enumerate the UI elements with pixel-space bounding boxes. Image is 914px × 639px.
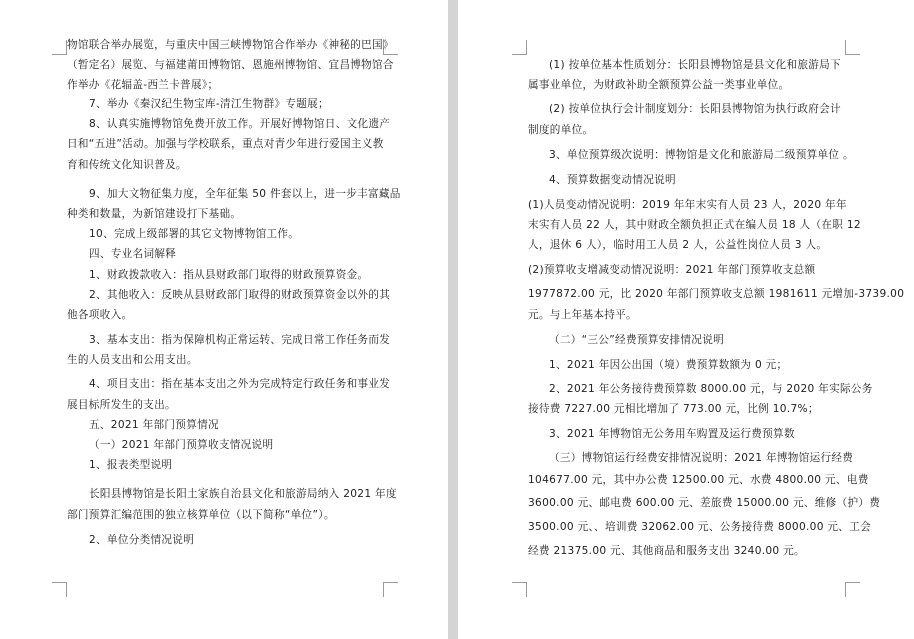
text-line: 末实有人员 22 人，其中财政全额负担正式在编人员 18 人（在职 12	[528, 219, 861, 231]
text-line: 2、单位分类情况说明	[89, 534, 195, 546]
text-line: 元。与上年基本持平。	[528, 309, 637, 321]
text-line: 日和“五进”活动。加强与学校联系，重点对青少年进行爱国主义教	[67, 138, 384, 150]
text-line: 1、财政拨款收入：指从县财政部门取得的财政预算资金。	[89, 269, 369, 281]
section-heading: （一）2021 年部门预算收支情况说明	[89, 439, 274, 451]
text-line: 属事业单位，为财政补助全额预算公益一类事业单位。	[528, 79, 790, 91]
section-heading: （二）“三公”经费预算安排情况说明	[549, 334, 724, 346]
document-page-left	[0, 0, 448, 639]
text-line: 部门预算汇编范围的独立核算单位（以下简称“单位”）。	[67, 509, 335, 521]
text-line: 7、举办《秦汉纪生物宝库-清江生物群》专题展；	[89, 98, 329, 110]
text-line: 8、认真实施博物馆免费开放工作。开展好博物馆日、文化遗产	[89, 118, 391, 130]
text-line: 4、项目支出：指在基本支出之外为完成特定行政任务和事业发	[89, 378, 391, 390]
text-line: 人，退休 6 人），临时用工人员 2 人，公益性岗位人员 3 人。	[528, 239, 828, 251]
text-line: 作举办《花辐盖-西兰卡普展》；	[67, 79, 219, 91]
page-gap	[448, 0, 458, 639]
text-line: 4、预算数据变动情况说明	[549, 174, 676, 186]
text-line: 他各项收入。	[67, 309, 133, 321]
text-line: 展目标所发生的支出。	[67, 399, 176, 411]
text-line: 种类和数量，为新馆建设打下基础。	[67, 208, 242, 220]
section-heading: 五、2021 年部门预算情况	[89, 419, 219, 431]
text-line: (1)人员变动情况说明：2019 年年末实有人员 23 人，2020 年年	[528, 199, 847, 211]
corner-mark-bottom-left	[52, 582, 67, 597]
text-line: 物馆联合举办展览，与重庆中国三峡博物馆合作举办《神秘的巴国》	[67, 39, 394, 51]
corner-mark-bottom-left	[512, 582, 527, 597]
text-line: 3500.00 元、、培训费 32062.00 元、公务接待费 8000.00 元、工会	[528, 521, 871, 533]
corner-mark-bottom-right	[383, 582, 398, 597]
text-line: 育和传统文化知识普及。	[67, 159, 187, 171]
text-line: （暂定名）展览、与福建莆田博物馆、恩施州博物馆、宜昌博物馆合	[67, 59, 394, 71]
text-line: 1、报表类型说明	[89, 459, 173, 471]
text-line: 生的人员支出和公用支出。	[67, 354, 198, 366]
text-line: (1) 按单位基本性质划分：长阳县博物馆是县文化和旅游局下	[549, 59, 841, 71]
text-line: 3、单位预算级次说明：博物馆是文化和旅游局二级预算单位 。	[549, 149, 854, 161]
section-heading: 四、专业名词解释	[89, 248, 177, 260]
text-line: 3600.00 元、邮电费 600.00 元、差旅费 15000.00 元、维修（护）费	[528, 497, 881, 509]
text-line: 1、2021 年因公出国（境）费预算数额为 0 元；	[549, 359, 788, 371]
text-line: 104677.00 元，其中办公费 12500.00 元、水费 4800.00 元、电费	[528, 474, 869, 486]
corner-mark-bottom-right	[845, 582, 860, 597]
text-line: （三）博物馆运行经费安排情况说明：2021 年博物馆运行经费	[549, 452, 854, 464]
corner-mark-top-left	[52, 40, 67, 55]
text-line: 1977872.00 元，比 2020 年部门预算收支总额 1981611 元增加-3739.00	[528, 288, 905, 300]
text-line: 3、基本支出：指为保障机构正常运转、完成日常工作任务而发	[89, 334, 391, 346]
text-line: 制度的单位。	[528, 124, 594, 136]
text-line: 3、2021 年博物馆无公务用车购置及运行费预算数	[549, 428, 795, 440]
text-line: 10、完成上级部署的其它文物博物馆工作。	[89, 228, 300, 240]
text-line: 经费 21375.00 元、其他商品和服务支出 3240.00 元。	[528, 545, 805, 557]
text-line: (2) 按单位执行会计制度划分：长阳县博物馆为执行政府会计	[549, 103, 841, 115]
document-page-right	[458, 0, 914, 639]
text-line: (2)预算收支增减变动情况说明：2021 年部门预算收支总额	[528, 264, 816, 276]
text-line: 长阳县博物馆是长阳土家族自治县文化和旅游局纳入 2021 年度	[89, 488, 397, 500]
text-line: 2、2021 年公务接待费预算数 8000.00 元，与 2020 年实际公务	[549, 383, 873, 395]
text-line: 9、加大文物征集力度，全年征集 50 件套以上，进一步丰富藏品	[89, 188, 401, 200]
corner-mark-top-right	[845, 40, 860, 55]
text-line: 接待费 7227.00 元相比增加了 773.00 元，比例 10.7%；	[528, 403, 819, 415]
corner-mark-top-left	[512, 40, 527, 55]
text-line: 2、其他收入：反映从县财政部门取得的财政预算资金以外的其	[89, 289, 391, 301]
